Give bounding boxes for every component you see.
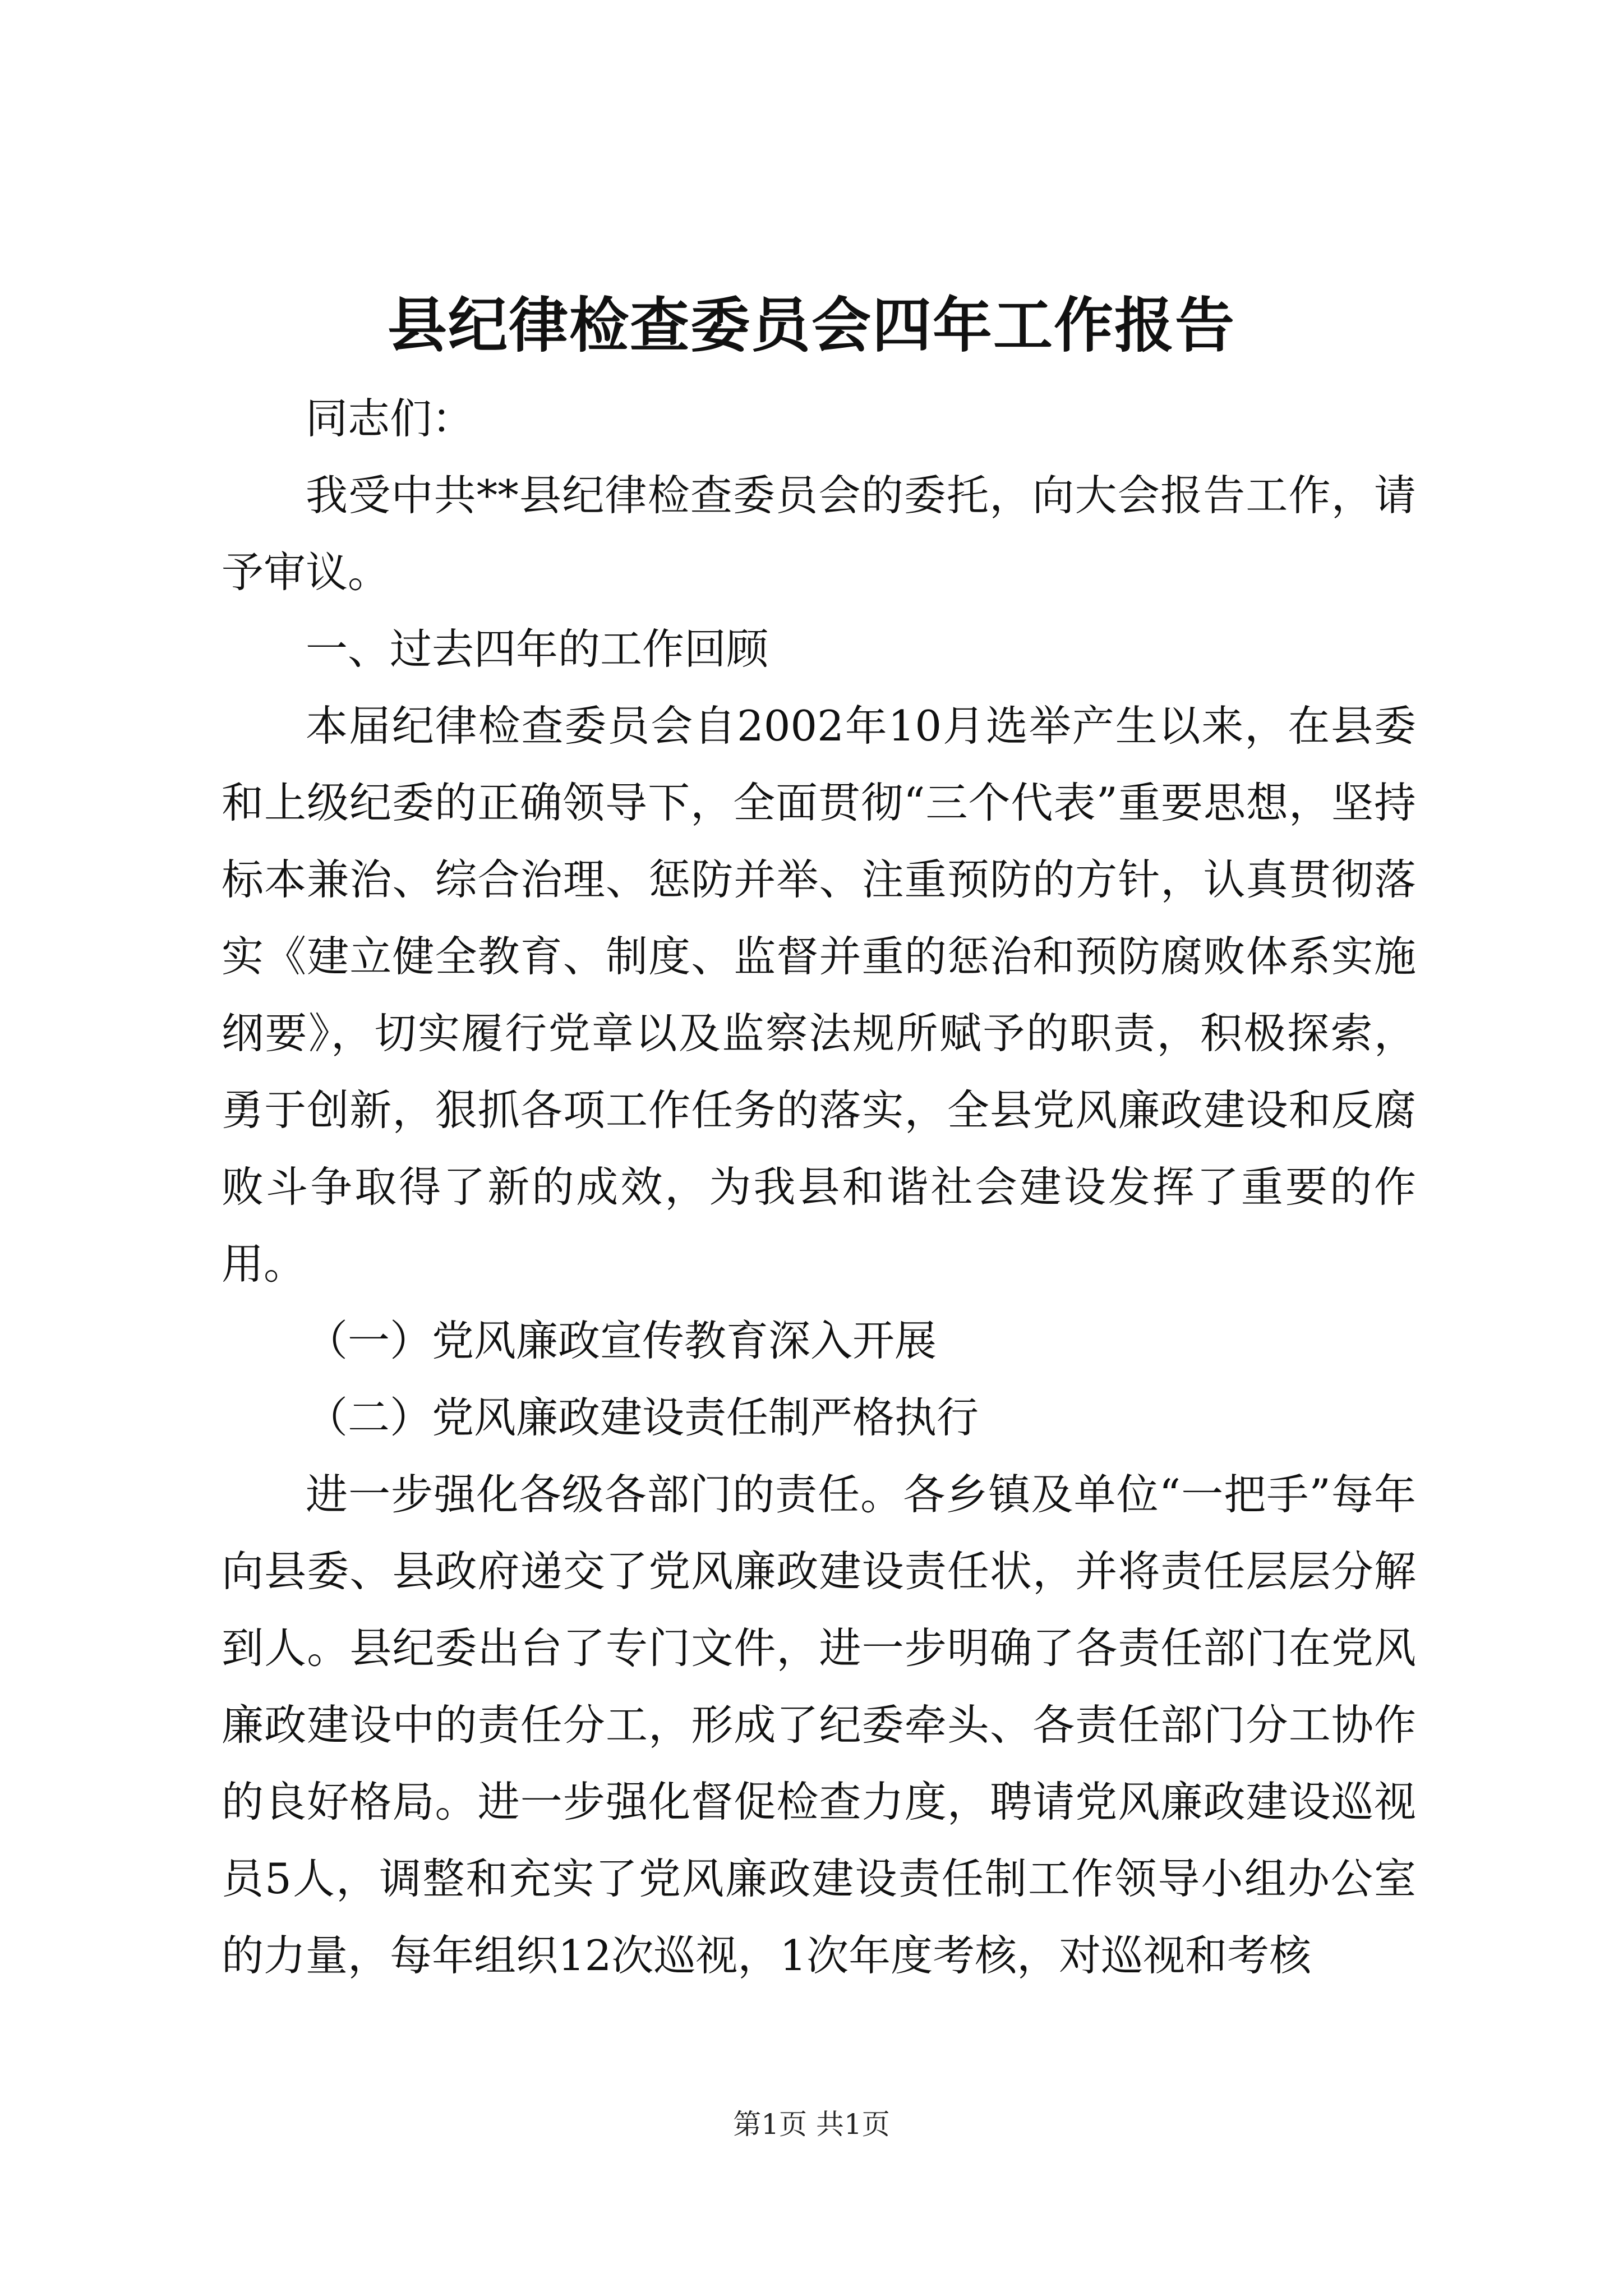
page-footer: 第1页 共1页	[733, 2108, 890, 2141]
paragraph-responsibility: 进一步强化各级各部门的责任。各乡镇及单位“一把手”每年向县委、县政府递交了党风廉政建设责任状，并将责任层层分解到人。县纪委出台了专门文件，进一步明确了各责任部门在党风廉政建设中的责任分工，形成了纪委牵头、各责任部门分工协作的良好格局。进一步强化督促检查力度，聘请党风廉政建设巡视员5人，调整和充实了党风廉政建设责任制工作领导小组办公室的力量，每年组织12次巡视，1次年度考核，对巡视和考核	[222, 1470, 1416, 1980]
salutation: 同志们：	[306, 394, 474, 443]
section-heading-review: 一、过去四年的工作回顾	[306, 624, 769, 674]
paragraph-review: 本届纪律检查委员会自2002年10月选举产生以来，在县委和上级纪委的正确领导下，全面贯彻“三个代表”重要思想，坚持标本兼治、综合治理、惩防并举、注重预防的方针，认真贯彻落实《建立健全教育、制度、监督并重的惩治和预防腐败体系实施纲要》，切实履行党章以及监察法规所赋予的职责，积极探索，勇于创新，狠抓各项工作任务的落实，全县党风廉政建设和反腐败斗争取得了新的成效，为我县和谐社会建设发挥了重要的作用。	[222, 701, 1416, 1289]
paragraph-intro: 我受中共**县纪律检查委员会的委托，向大会报告工作，请予审议。	[222, 471, 1416, 597]
document-title: 县纪律检查委员会四年工作报告	[388, 290, 1235, 360]
subheading-education: （一）党风廉政宣传教育深入开展	[306, 1316, 937, 1365]
document-body	[222, 380, 1416, 1994]
subheading-responsibility: （二）党风廉政建设责任制严格执行	[306, 1393, 979, 1442]
